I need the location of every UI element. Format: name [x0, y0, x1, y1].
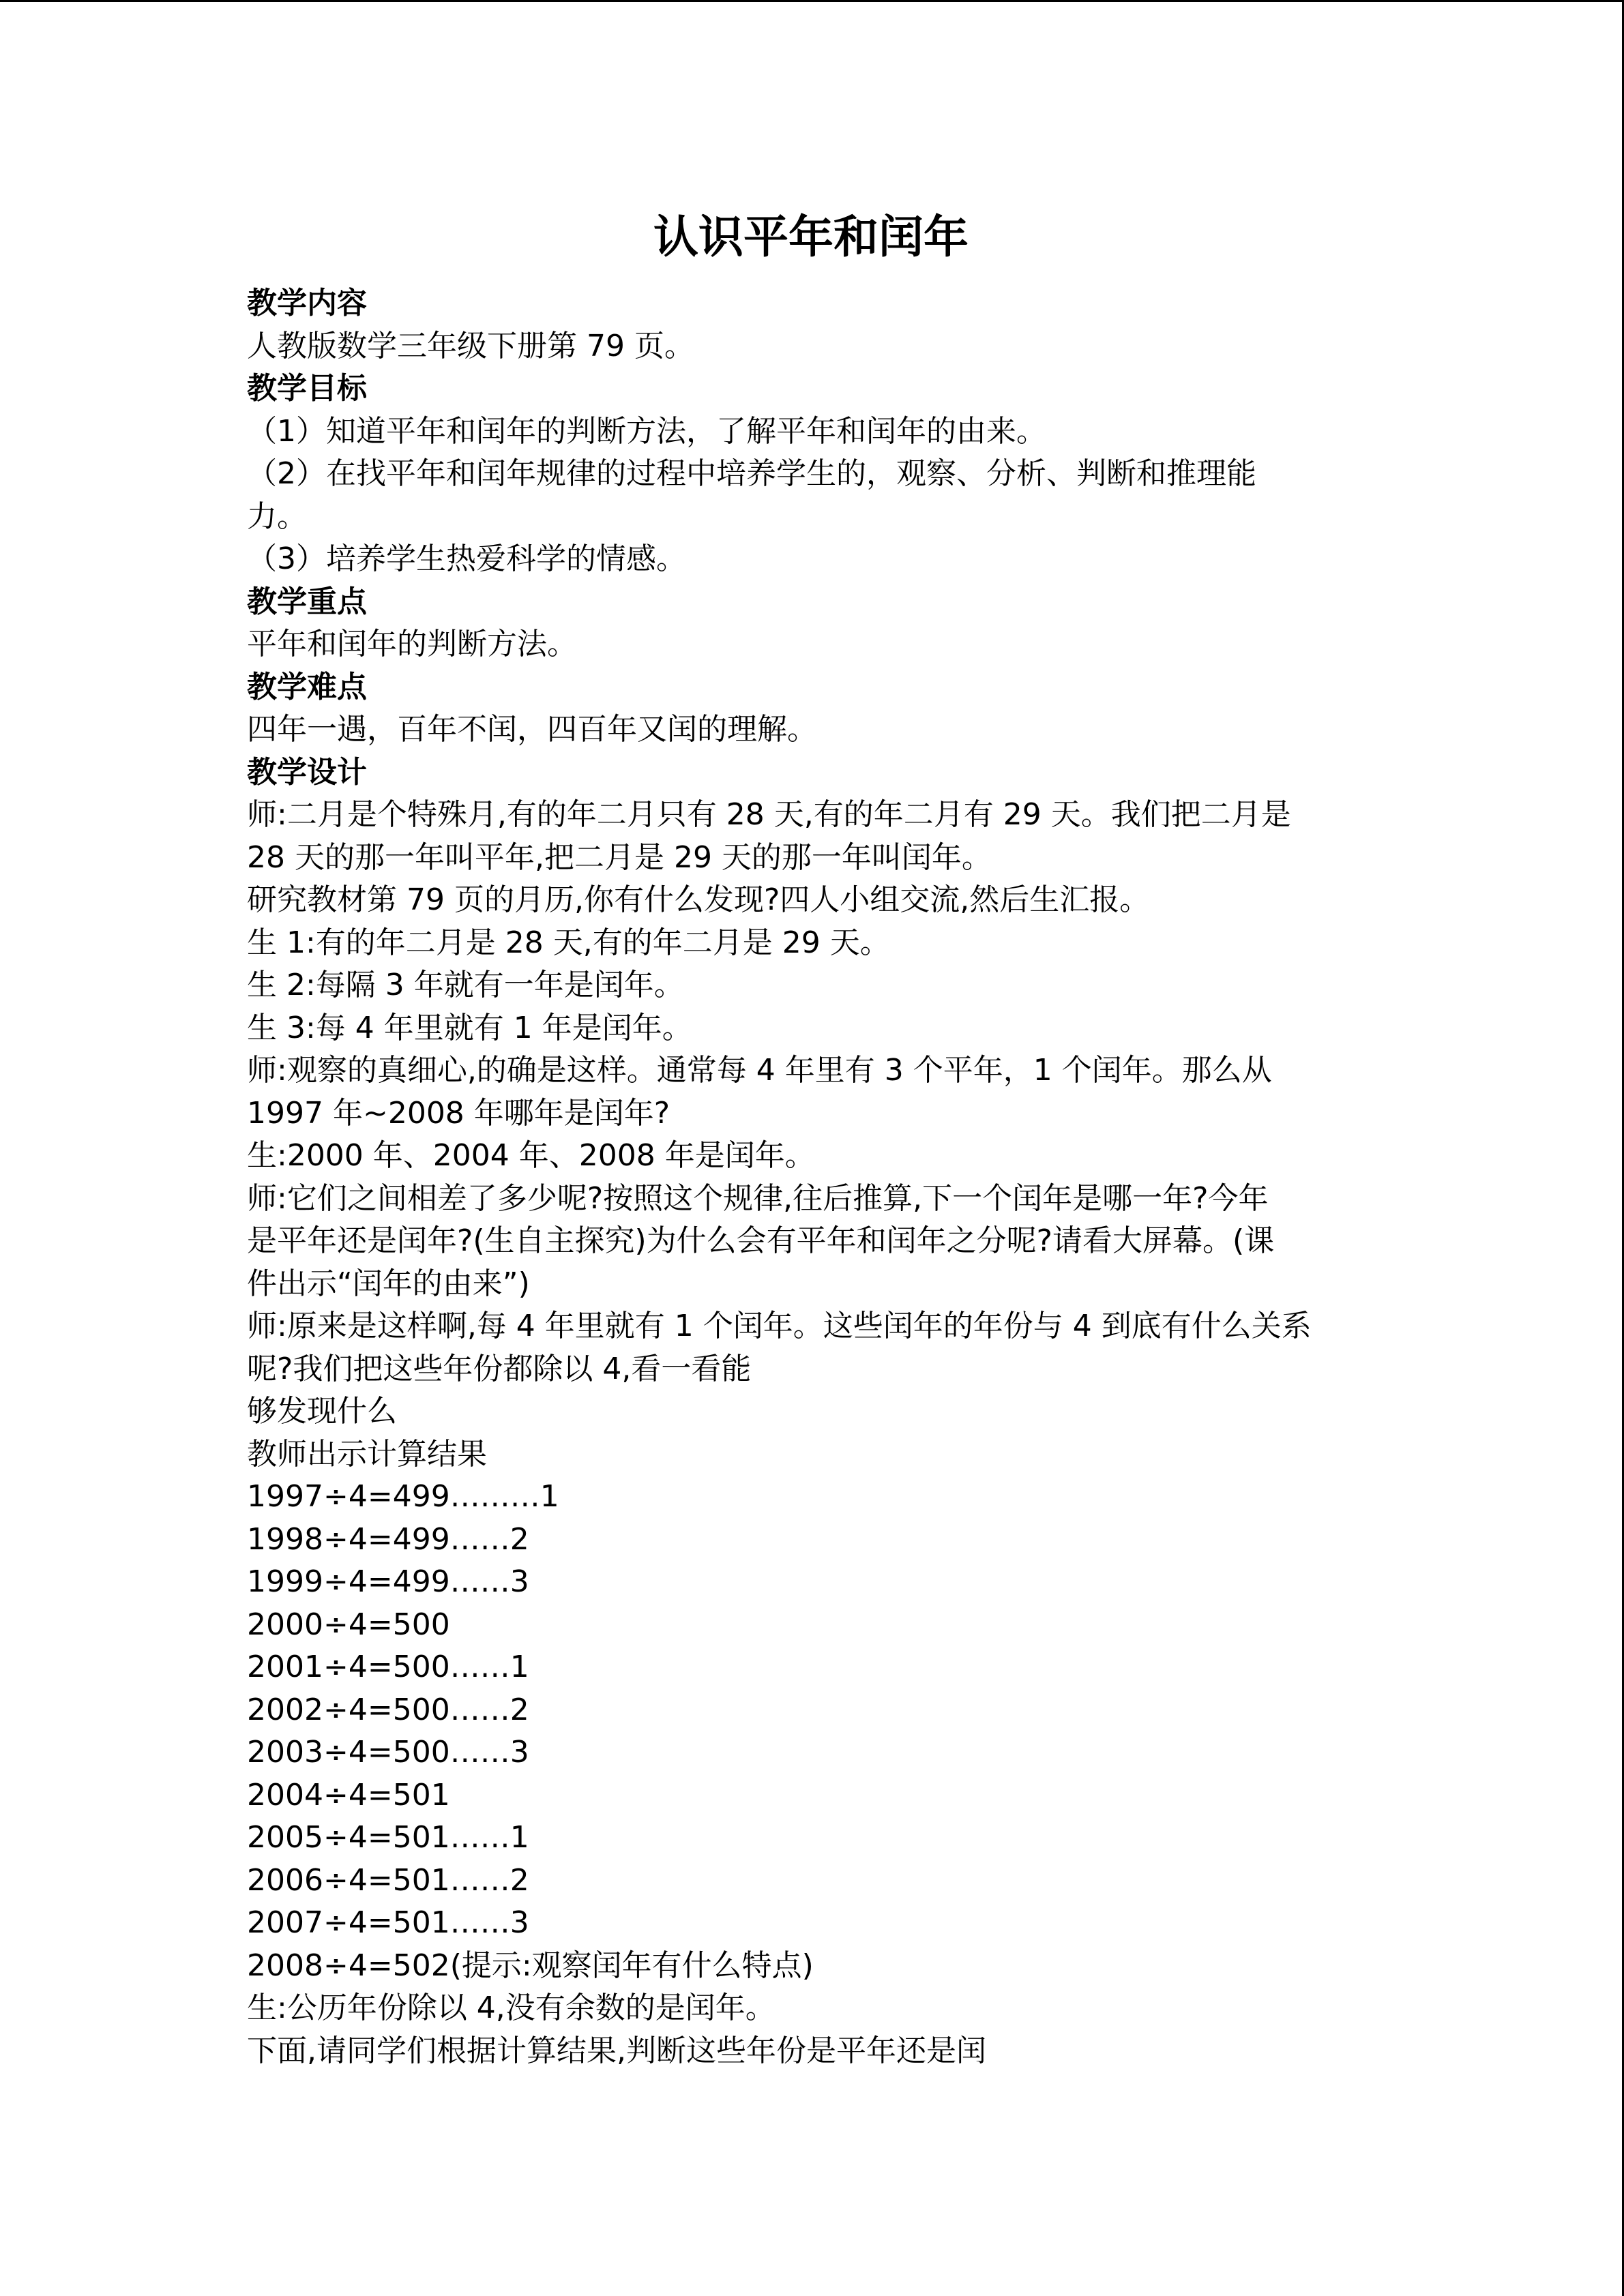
body-line: 件出示“闰年的由来”) — [247, 1266, 530, 1301]
section-heading: 教学难点 — [247, 669, 367, 704]
body-line: 四年一遇，百年不闰，四百年又闰的理解。 — [247, 712, 817, 747]
body-line: 人教版数学三年级下册第 79 页。 — [247, 328, 694, 363]
body-line: （1）知道平年和闰年的判断方法，了解平年和闰年的由来。 — [247, 413, 1046, 449]
body-line: 2005÷4=501……1 — [247, 1820, 529, 1855]
body-line: 2003÷4=500……3 — [247, 1735, 529, 1770]
body-line: 师:它们之间相差了多少呢?按照这个规律,往后推算,下一个闰年是哪一年?今年 — [247, 1180, 1269, 1216]
section-heading: 教学重点 — [247, 584, 367, 619]
body-line: 生 1:有的年二月是 28 天,有的年二月是 29 天。 — [247, 925, 890, 960]
body-line: 2007÷4=501……3 — [247, 1905, 529, 1940]
body-line: 1997÷4=499………1 — [247, 1479, 559, 1514]
body-line: 2000÷4=500 — [247, 1607, 450, 1642]
body-line: 生:2000 年、2004 年、2008 年是闰年。 — [247, 1138, 815, 1173]
body-line: 2004÷4=501 — [247, 1777, 450, 1813]
body-line: 2008÷4=502(提示:观察闰年有什么特点) — [247, 1948, 814, 1983]
body-line: 呢?我们把这些年份都除以 4,看一看能 — [247, 1351, 752, 1386]
body-line: （2）在找平年和闰年规律的过程中培养学生的，观察、分析、判断和推理能 — [247, 456, 1256, 491]
body-line: 生 3:每 4 年里就有 1 年是闰年。 — [247, 1010, 692, 1045]
body-line: （3）培养学生热爱科学的情感。 — [247, 541, 686, 576]
body-line: 下面,请同学们根据计算结果,判断这些年份是平年还是闰 — [247, 2033, 986, 2068]
body-line: 1999÷4=499……3 — [247, 1564, 529, 1599]
body-line: 研究教材第 79 页的月历,你有什么发现?四人小组交流,然后生汇报。 — [247, 882, 1150, 917]
body-line: 28 天的那一年叫平年,把二月是 29 天的那一年叫闰年。 — [247, 839, 992, 875]
body-line: 1998÷4=499……2 — [247, 1521, 529, 1557]
body-line: 师:二月是个特殊月,有的年二月只有 28 天,有的年二月有 29 天。我们把二月是 — [247, 797, 1291, 832]
document-body — [247, 282, 1393, 2072]
body-line: 2001÷4=500……1 — [247, 1650, 529, 1684]
section-heading: 教学设计 — [247, 754, 367, 790]
body-line: 生 2:每隔 3 年就有一年是闰年。 — [247, 968, 684, 1002]
body-line: 师:观察的真细心,的确是这样。通常每 4 年里有 3 个平年，1 个闰年。那么从 — [247, 1053, 1272, 1088]
document-title: 认识平年和闰年 — [653, 211, 969, 263]
body-line: 教师出示计算结果 — [247, 1436, 487, 1472]
body-line: 师:原来是这样啊,每 4 年里就有 1 个闰年。这些闰年的年份与 4 到底有什么关系 — [247, 1309, 1312, 1343]
body-line: 力。 — [247, 498, 307, 534]
body-line: 2006÷4=501……2 — [247, 1862, 529, 1898]
body-line: 是平年还是闰年?(生自主探究)为什么会有平年和闰年之分呢?请看大屏幕。(课 — [247, 1223, 1275, 1258]
body-line: 够发现什么 — [247, 1394, 397, 1429]
section-heading: 教学内容 — [247, 286, 367, 320]
body-line: 1997 年~2008 年哪年是闰年? — [247, 1095, 670, 1131]
body-line: 2002÷4=500……2 — [247, 1692, 529, 1727]
body-line: 生:公历年份除以 4,没有余数的是闰年。 — [247, 1991, 776, 2025]
body-line: 平年和闰年的判断方法。 — [247, 627, 577, 661]
section-heading: 教学目标 — [247, 371, 367, 406]
